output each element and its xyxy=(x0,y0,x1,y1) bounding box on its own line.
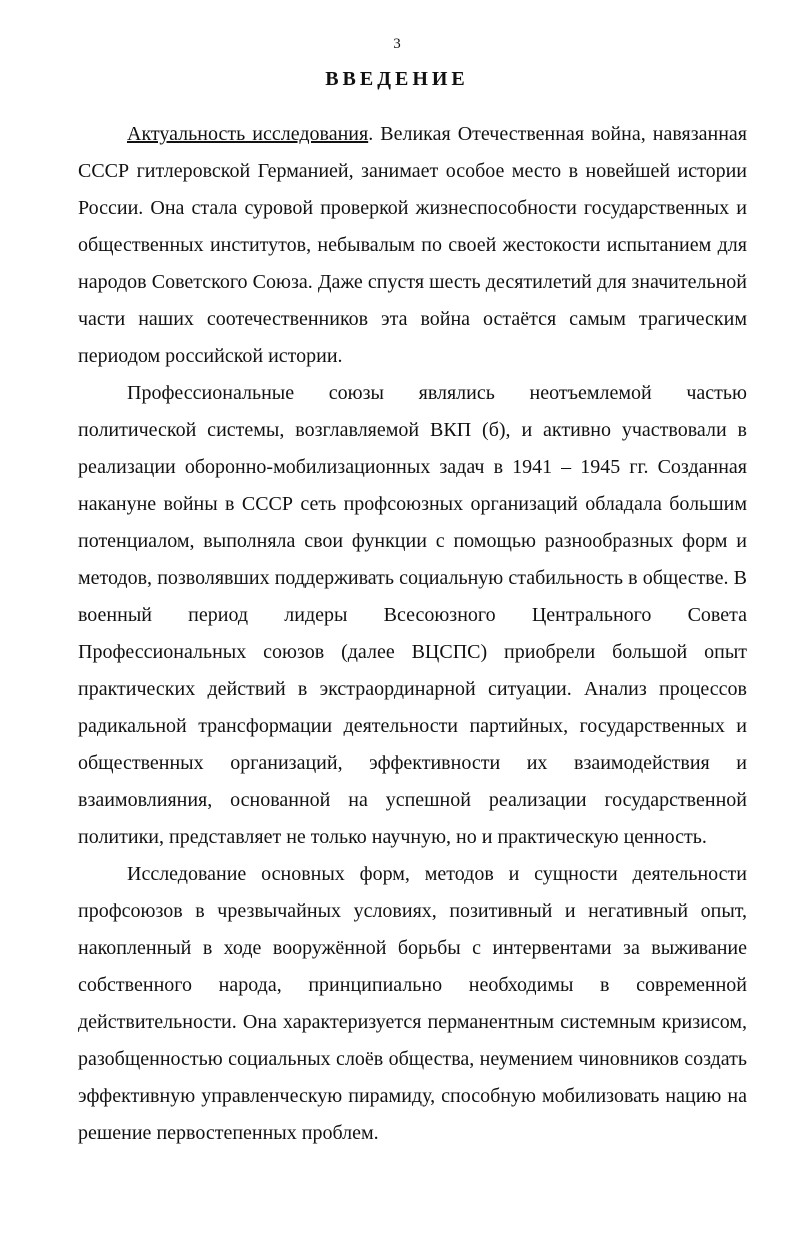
paragraph-trade-unions: Профессиональные союзы являлись неотъемлемой частью политической системы, возглавляемой ВКП (б), и активно участвовали в реализации оборонно-мобилизационных задач в 1941 – 1945 гг. Созданная накануне войны в СССР сеть профсоюзных организаций обладала большим потенциалом, выполняла свои функции с помощью разнообразных форм и методов, позволявших поддерживать социальную стабильность в обществе. В военный период лидеры Всесоюзного Центрального Совета Профессиональных союзов (далее ВЦСПС) приобрели большой опыт практических действий в экстраординарной ситуации. Анализ процессов радикальной трансформации деятельности партийных, государственных и общественных организаций, эффективности их взаимодействия и взаимовлияния, основанной на успешной реализации государственной политики, представляет не только научную, но и практическую ценность. xyxy=(78,382,747,848)
page-number: 3 xyxy=(393,36,401,52)
body-text xyxy=(78,116,747,1152)
paragraph-research: Исследование основных форм, методов и сущности деятельности профсоюзов в чрезвычайных условиях, позитивный и негативный опыт, накопленный в ходе вооружённой борьбы с интервентами за выживание собственного народа, принципиально необходимы в современной действительности. Она характеризуется перманентным системным кризисом, разобщенностью социальных слоёв общества, неумением чиновников создать эффективную управленческую пирамиду, способную мобилизовать нацию на решение первостепенных проблем. xyxy=(78,863,747,1144)
relevance-text: . Великая Отечественная война, навязанная СССР гитлеровской Германией, занимает особое место в новейшей истории России. Она стала суровой проверкой жизнеспособности государственных и общественных институтов, небывалым по своей жестокости испытанием для народов Советского Союза. Даже спустя шесть десятилетий для значительной части наших соотечественников эта война остаётся самым трагическим периодом российской истории. xyxy=(78,123,748,367)
relevance-lead: Актуальность исследования xyxy=(127,123,369,145)
paragraph-relevance xyxy=(78,116,747,375)
section-heading: ВВЕДЕНИЕ xyxy=(325,68,469,90)
